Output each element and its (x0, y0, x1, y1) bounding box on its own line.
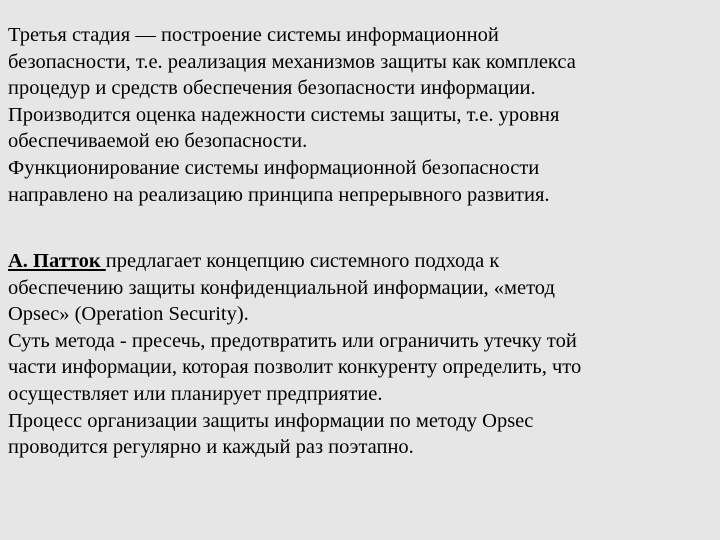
paragraph-stage-three (8, 22, 714, 208)
author-name: А. Патток (8, 250, 106, 272)
text-line: направлено на реализацию принципа непрерывного развития. (8, 183, 550, 206)
text-line: части информации, которая позволит конкуренту определить, что (8, 356, 582, 379)
text-line: проводится регулярно и каждый раз поэтапно. (8, 436, 414, 459)
text-line: Третья стадия — построение системы информационной (8, 24, 499, 46)
text-line: обеспечению защиты конфиденциальной информации, «метод (8, 276, 555, 299)
author-line-rest: предлагает концепцию системного подхода к (105, 250, 500, 272)
text-line: Функционирование системы информационной безопасности (8, 156, 540, 179)
text-line: обеспечиваемой ею безопасности. (8, 130, 308, 153)
text-line: процедур и средств обеспечения безопасности информации. (8, 77, 536, 100)
paragraph-opsec (8, 248, 714, 461)
text-line: Производится оценка надежности системы защиты, т.е. уровня (8, 103, 560, 126)
text-line: осуществляет или планирует предприятие. (8, 382, 383, 405)
text-line: Процесс организации защиты информации по методу Opsec (8, 409, 534, 432)
text-line: безопасности, т.е. реализация механизмов защиты как комплекса (8, 50, 576, 73)
text-line (8, 248, 714, 275)
text-line: Суть метода - пресечь, предотвратить или ограничить утечку той (8, 329, 577, 352)
text-line: Opsec» (Operation Security). (8, 303, 249, 326)
